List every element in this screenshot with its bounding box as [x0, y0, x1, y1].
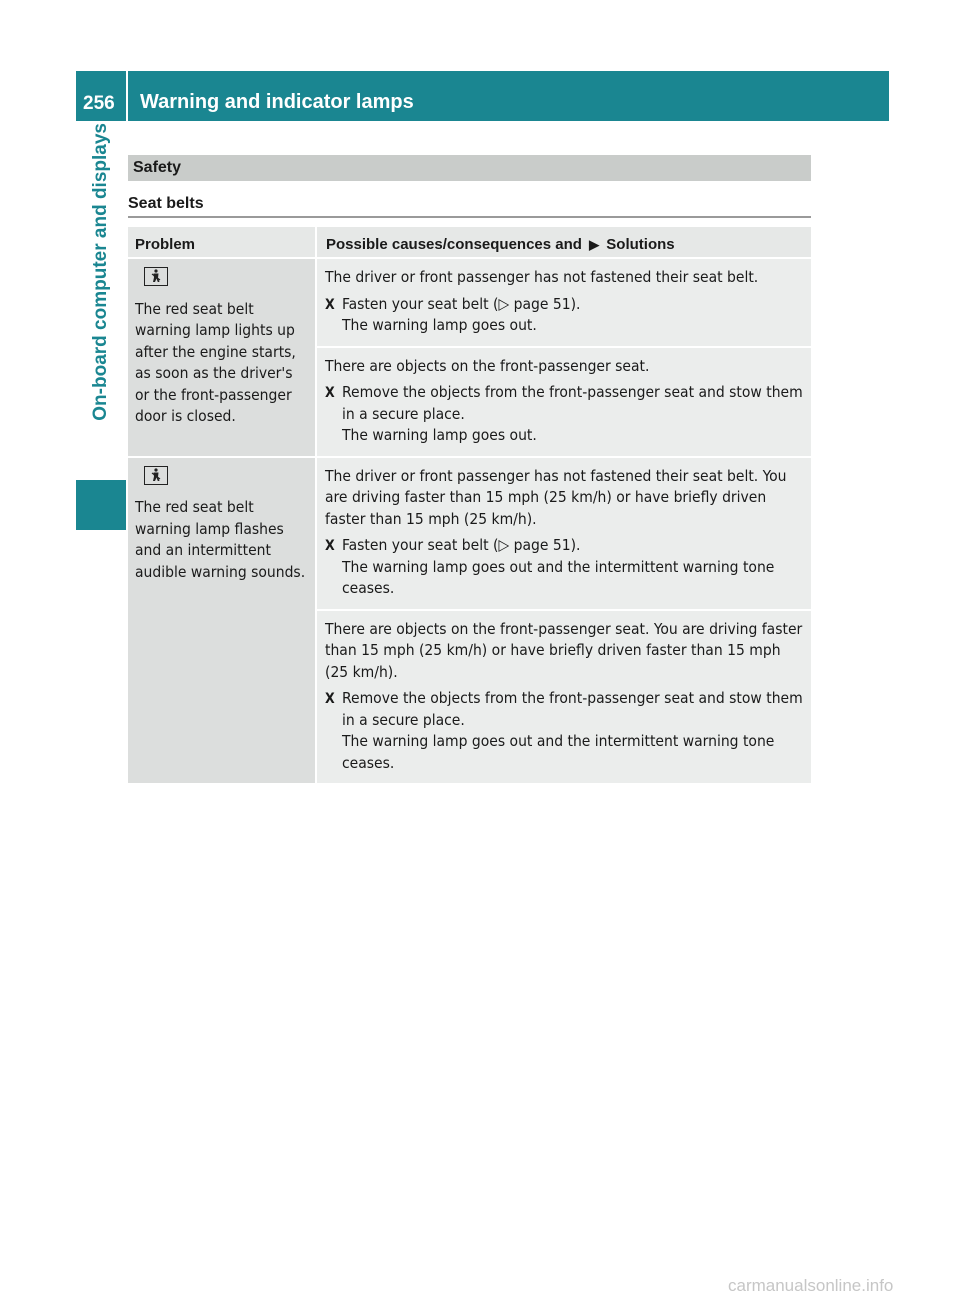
header-causes-text: Possible causes/consequences and — [326, 236, 582, 253]
step-text-post: page 51). — [509, 294, 581, 313]
subheading-rule — [128, 216, 811, 218]
section-bar — [128, 155, 811, 181]
step-result: The warning lamp goes out. — [342, 316, 537, 334]
problem-cell — [128, 259, 315, 456]
step-marker-icon: X — [325, 296, 335, 313]
step-body — [342, 382, 805, 447]
seat-belt-icon — [144, 267, 168, 286]
causes-column — [315, 458, 811, 784]
page-ref-arrow-icon: ▷ — [498, 536, 510, 554]
step-text: Remove the objects from the front-passenger seat and stow them in a secure place. — [342, 383, 803, 423]
subheading: Seat belts — [128, 195, 204, 212]
page-title: Warning and indicator lamps — [140, 91, 414, 113]
step-result: The warning lamp goes out and the intermittent warning tone ceases. — [342, 557, 775, 597]
warning-table — [128, 227, 811, 785]
table-header — [128, 227, 811, 259]
solution-step — [325, 382, 805, 447]
step-marker-icon: X — [325, 385, 335, 401]
cause-text: The driver or front passenger has not fastened their seat belt. — [325, 268, 759, 286]
step-marker-icon: X — [325, 691, 335, 707]
causes-column — [315, 259, 811, 456]
header-problem: Problem — [135, 236, 196, 253]
step-text-pre: Fasten your seat belt ( — [342, 294, 499, 313]
cause-text: The driver or front passenger has not fastened their seat belt. You are driving faster than 15 mph (25 km/h) or have briefly driven faster than 15 mph (25 km/h). — [325, 466, 787, 528]
side-tab-marker — [76, 480, 126, 530]
problem-text: The red seat belt warning lamp flashes and an intermittent audible warning sounds. — [135, 498, 306, 581]
step-text-post: page 51). — [509, 536, 581, 554]
step-body — [342, 294, 805, 337]
cause-block — [317, 259, 811, 346]
step-text — [342, 294, 805, 316]
section-title: Safety — [133, 159, 182, 176]
header-solutions-text: Solutions — [606, 236, 675, 253]
page-ref-arrow-icon: ▷ — [498, 294, 510, 313]
step-body — [342, 535, 805, 600]
cause-block — [317, 609, 811, 784]
play-arrow-icon: ▶ — [589, 237, 600, 252]
step-body — [342, 688, 805, 774]
table-row — [128, 458, 811, 786]
problem-text: The red seat belt warning lamp lights up after the engine starts, as soon as the driver's or the front-passenger door is closed. — [135, 299, 296, 425]
problem-cell — [128, 458, 315, 784]
side-tab-label-box — [76, 121, 126, 476]
step-text-pre: Fasten your seat belt ( — [342, 536, 499, 554]
cause-text: There are objects on the front-passenger seat. — [325, 356, 650, 375]
page-number: 256 — [76, 71, 126, 121]
side-tab-label: On-board computer and displays — [90, 123, 111, 421]
step-marker-icon: X — [325, 538, 335, 554]
table-row — [128, 259, 811, 458]
step-text: Remove the objects from the front-passenger seat and stow them in a secure place. — [342, 689, 803, 729]
cause-text: There are objects on the front-passenger seat. You are driving faster than 15 mph (25 km/h) or have briefly driven faster than 15 mph (25 km/h). — [325, 619, 803, 681]
cause-block — [317, 458, 811, 609]
step-result: The warning lamp goes out and the intermittent warning tone ceases. — [342, 732, 775, 772]
step-text — [342, 535, 805, 557]
solution-step — [325, 294, 805, 337]
cause-block — [317, 346, 811, 456]
seat-belt-icon — [144, 466, 168, 485]
solution-step — [325, 688, 805, 774]
watermark: carmanualsonline.info — [728, 1276, 894, 1295]
header-bar — [128, 71, 889, 121]
header-causes — [315, 227, 811, 257]
step-result: The warning lamp goes out. — [342, 426, 537, 444]
solution-step — [325, 535, 805, 600]
